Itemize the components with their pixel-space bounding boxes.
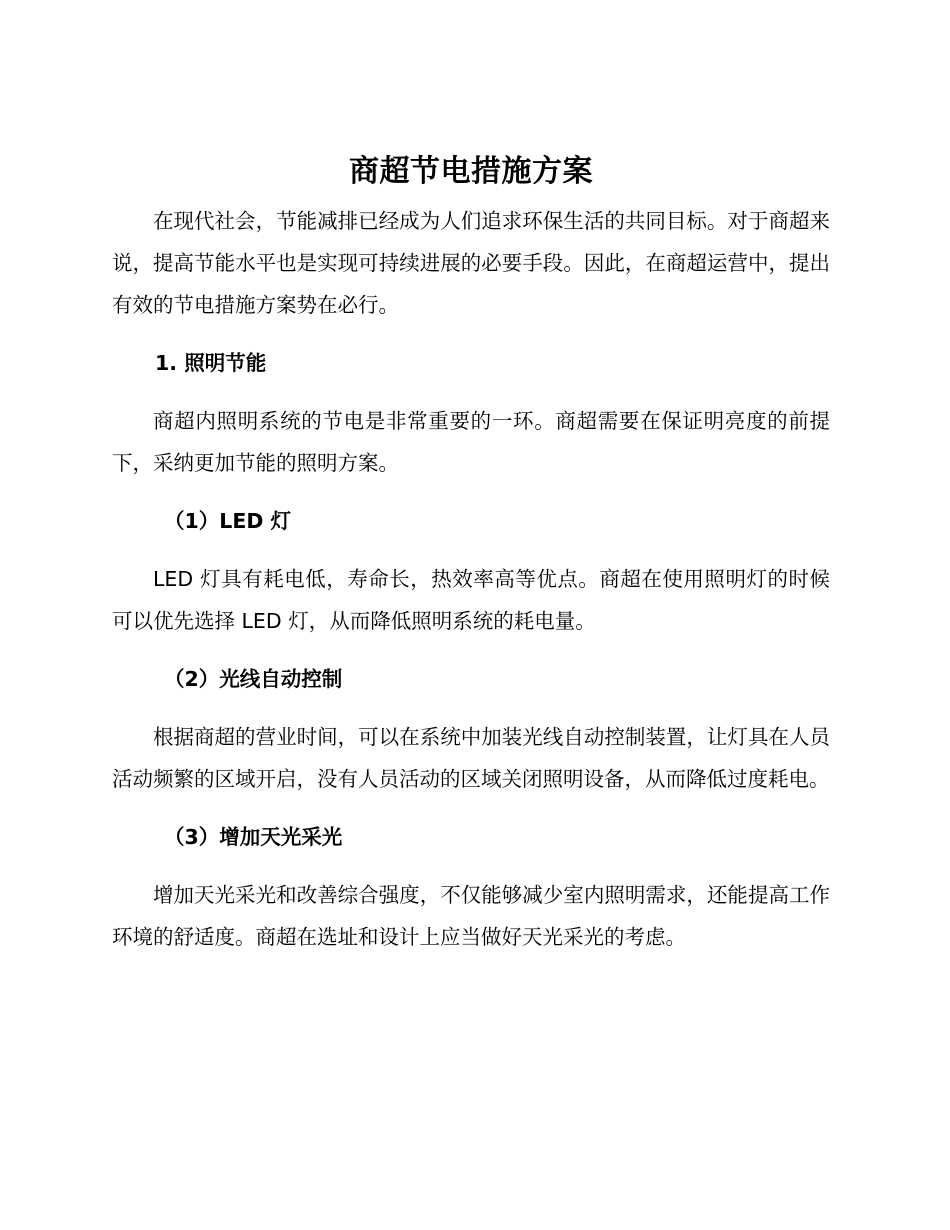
document-page: [112, 152, 830, 958]
intro-paragraph: 在现代社会，节能减排已经成为人们追求环保生活的共同目标。对于商超来说，提高节能水平也是实现可持续进展的必要手段。因此，在商超运营中，提出有效的节电措施方案势在必行。: [112, 209, 830, 317]
subsection-heading-auto-control: （2）光线自动控制: [164, 667, 343, 691]
section-paragraph-lighting: 商超内照明系统的节电是非常重要的一环。商超需要在保证明亮度的前提下，采纳更加节能的照明方案。: [112, 409, 830, 475]
subsection-heading-daylight: （3）增加天光采光: [164, 825, 343, 849]
subsection-paragraph-led: LED 灯具有耗电低，寿命长，热效率高等优点。商超在使用照明灯的时候可以优先选择 LED 灯，从而降低照明系统的耗电量。: [112, 567, 830, 633]
subsection-heading-led: （1）LED 灯: [164, 509, 291, 533]
section-heading-lighting: 1. 照明节能: [155, 351, 267, 375]
document-title: 商超节电措施方案: [349, 154, 593, 189]
subsection-paragraph-auto-control: 根据商超的营业时间，可以在系统中加装光线自动控制装置，让灯具在人员活动频繁的区域开启，没有人员活动的区域关闭照明设备，从而降低过度耗电。: [112, 725, 830, 791]
subsection-paragraph-daylight: 增加天光采光和改善综合强度，不仅能够减少室内照明需求，还能提高工作环境的舒适度。商超在选址和设计上应当做好天光采光的考虑。: [112, 883, 830, 949]
